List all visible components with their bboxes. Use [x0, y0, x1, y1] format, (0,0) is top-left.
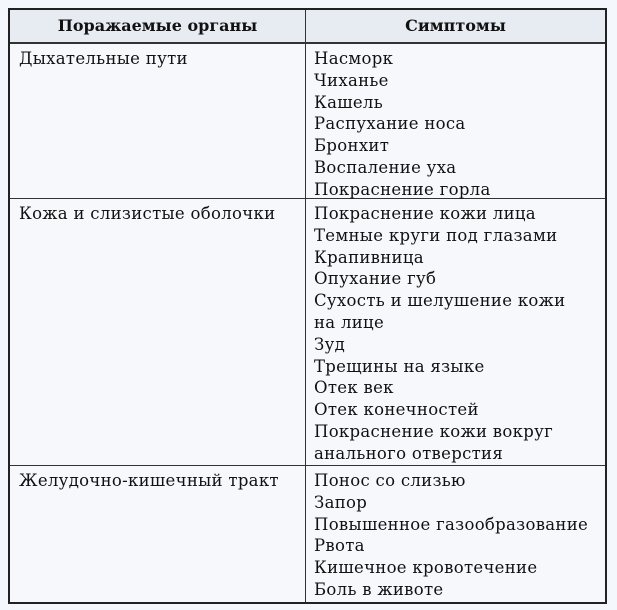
symptom-item: анального отверстия — [314, 443, 504, 463]
symptom-item: Бронхит — [314, 136, 390, 156]
table-row-gastro — [10, 465, 605, 602]
symptoms-cell — [306, 199, 605, 465]
symptoms-cell — [306, 466, 605, 602]
symptom-item: Понос со слизью — [314, 471, 466, 490]
symptom-item: Боль в животе — [314, 579, 444, 599]
symptom-item: Покраснение кожи вокруг — [314, 421, 554, 441]
symptom-item: Запор — [314, 492, 368, 512]
symptom-item: Покраснение кожи лица — [314, 204, 536, 223]
table-row-skin — [10, 198, 605, 465]
symptom-item: Насморк — [314, 49, 394, 68]
symptom-item: Крапивница — [314, 247, 424, 267]
symptom-item: Зуд — [314, 334, 346, 354]
symptom-item: Рвота — [314, 536, 365, 556]
symptom-item: Распухание носа — [314, 114, 466, 134]
symptom-item: Сухость и шелушение кожи — [314, 291, 566, 311]
symptom-item: Опухание губ — [314, 269, 437, 289]
symptom-item: на лице — [314, 312, 385, 332]
symptom-item: Воспаление уха — [314, 157, 457, 177]
organ-cell: Дыхательные пути — [10, 44, 306, 198]
symptom-item: Трещины на языке — [314, 356, 485, 376]
header-organs: Поражаемые органы — [10, 10, 306, 42]
symptom-item: Чиханье — [314, 70, 389, 90]
table-header-row — [10, 10, 605, 43]
symptom-item: Покраснение горла — [314, 179, 491, 199]
header-symptoms: Симптомы — [405, 16, 506, 35]
organ-cell: Кожа и слизистые оболочки — [10, 199, 306, 465]
symptoms-cell — [306, 44, 605, 198]
symptom-item: Повышенное газообразование — [314, 514, 589, 534]
symptom-item: Отек конечностей — [314, 400, 479, 420]
symptom-item: Темные круги под глазами — [314, 225, 558, 245]
symptom-item: Кашель — [314, 92, 383, 112]
table-row-respiratory — [10, 43, 605, 198]
symptoms-table — [8, 8, 607, 604]
organ-cell: Желудочно-кишечный тракт — [10, 466, 306, 602]
symptom-item: Кишечное кровотечение — [314, 558, 538, 578]
symptom-item: Отек век — [314, 378, 394, 398]
